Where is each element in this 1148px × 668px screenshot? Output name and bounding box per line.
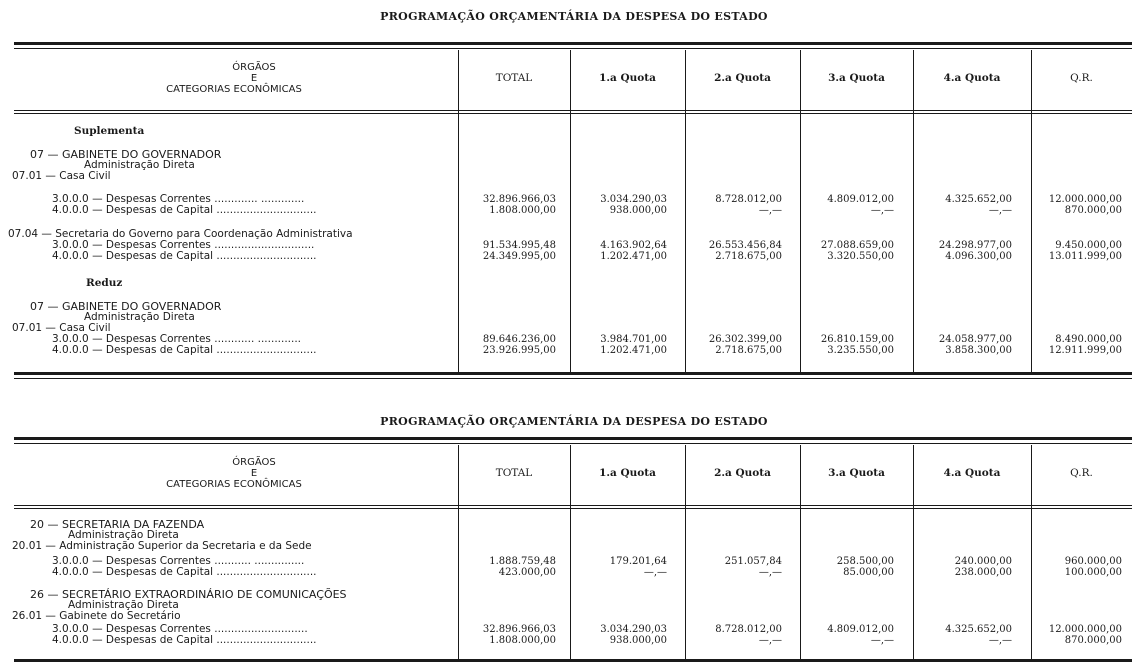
cell-qr: 12.911.999,00	[1048, 345, 1122, 356]
cell-quota-3: 3.235.550,00	[827, 345, 894, 356]
table-top-rule-thin	[14, 443, 1132, 444]
cell-total: 1.888.759,48	[489, 556, 556, 567]
cell-quota-3: 85.000,00	[843, 567, 894, 578]
cell-quota-1: 1.202.471,00	[600, 345, 667, 356]
header-bottom-rule-2	[14, 508, 1132, 509]
cell-qr: 870.000,00	[1064, 205, 1122, 216]
expense-line: 3.0.0.0 — Despesas Correntes ............. .............	[52, 193, 305, 205]
table-top-rule-thin	[14, 48, 1132, 49]
cell-quota-3: 26.810.159,00	[820, 334, 894, 345]
header-orgaos	[14, 457, 454, 490]
cell-quota-2: 251.057,84	[724, 556, 782, 567]
cell-quota-2: 26.553.456,84	[708, 240, 782, 251]
cell-qr: 960.000,00	[1064, 556, 1122, 567]
cell-quota-3: —,—	[870, 205, 894, 216]
cell-quota-4: 4.096.300,00	[945, 251, 1012, 262]
budget-table-2	[14, 437, 1132, 667]
cell-quota-1: 179.201,64	[609, 556, 667, 567]
section-suplementa: Suplementa	[74, 125, 145, 137]
org-subtitle: Administração Direta	[84, 159, 195, 171]
cell-quota-4: —,—	[988, 635, 1012, 646]
header-qr: Q.R.	[1070, 467, 1093, 479]
expense-line: 4.0.0.0 — Despesas de Capital ..............................	[52, 566, 317, 578]
cell-quota-4: 4.325.652,00	[945, 194, 1012, 205]
expense-line: 3.0.0.0 — Despesas Correntes ..............................	[52, 239, 315, 251]
col-divider	[913, 50, 914, 372]
cell-quota-2: —,—	[758, 635, 782, 646]
cell-total: 1.808.000,00	[489, 635, 556, 646]
section-reduz: Reduz	[86, 277, 123, 289]
col-divider	[458, 50, 459, 372]
cell-quota-2: 8.728.012,00	[715, 624, 782, 635]
org-subtitle: Administração Direta	[84, 311, 195, 323]
cell-total: 423.000,00	[498, 567, 556, 578]
cell-quota-1: 938.000,00	[609, 635, 667, 646]
header-quota-4: 4.a Quota	[943, 72, 1001, 84]
table-bottom-rule	[14, 659, 1132, 662]
header-quota-2: 2.a Quota	[714, 72, 771, 84]
page-title: PROGRAMAÇÃO ORÇAMENTÁRIA DA DESPESA DO ESTADO	[380, 10, 768, 23]
unit-name: 07.04 — Secretaria do Governo para Coordenação Administrativa	[8, 228, 353, 240]
budget-table-1	[8, 42, 1132, 382]
cell-total: 23.926.995,00	[482, 345, 556, 356]
cell-quota-1: 938.000,00	[609, 205, 667, 216]
org-subtitle: Administração Direta	[68, 529, 179, 541]
cell-quota-1: —,—	[643, 567, 667, 578]
expense-line: 3.0.0.0 — Despesas Correntes ........... ...............	[52, 555, 305, 567]
cell-quota-1: 3.984.701,00	[600, 334, 667, 345]
col-divider	[1031, 50, 1032, 372]
page-title-2: PROGRAMAÇÃO ORÇAMENTÁRIA DA DESPESA DO ESTADO	[380, 415, 768, 428]
header-quota-1: 1.a Quota	[599, 467, 656, 479]
cell-quota-3: 3.320.550,00	[827, 251, 894, 262]
cell-qr: 12.000.000,00	[1048, 624, 1122, 635]
cell-qr: 13.011.999,00	[1048, 251, 1122, 262]
cell-quota-2: —,—	[758, 567, 782, 578]
expense-line: 3.0.0.0 — Despesas Correntes ............ .............	[52, 333, 302, 345]
col-divider	[570, 50, 571, 372]
header-bottom-rule	[14, 110, 1132, 111]
cell-qr: 8.490.000,00	[1055, 334, 1122, 345]
cell-quota-2: 2.718.675,00	[715, 345, 782, 356]
cell-total: 32.896.966,03	[482, 194, 556, 205]
cell-quota-4: 238.000,00	[954, 567, 1012, 578]
header-orgaos	[14, 62, 454, 95]
cell-quota-1: 4.163.902,64	[600, 240, 667, 251]
header-quota-2: 2.a Quota	[714, 467, 771, 479]
header-quota-3: 3.a Quota	[828, 72, 885, 84]
header-total: TOTAL	[495, 72, 533, 84]
cell-quota-1: 3.034.290,03	[600, 194, 667, 205]
header-total: TOTAL	[495, 467, 533, 479]
cell-qr: 870.000,00	[1064, 635, 1122, 646]
org-name: 07 — GABINETE DO GOVERNADOR	[30, 148, 222, 161]
header-quota-4: 4.a Quota	[943, 467, 1001, 479]
expense-line: 4.0.0.0 — Despesas de Capital ..............................	[52, 250, 317, 262]
cell-quota-2: 8.728.012,00	[715, 194, 782, 205]
cell-quota-2: 2.718.675,00	[715, 251, 782, 262]
table-top-rule	[14, 42, 1132, 45]
cell-quota-3: 4.809.012,00	[827, 194, 894, 205]
cell-total: 89.646.236,00	[482, 334, 556, 345]
table-top-rule	[14, 437, 1132, 440]
org-name: 07 — GABINETE DO GOVERNADOR	[30, 300, 222, 313]
cell-quota-4: —,—	[988, 205, 1012, 216]
header-orgaos-line2: E	[250, 468, 258, 479]
header-bottom-rule-2	[14, 113, 1132, 114]
expense-line: 4.0.0.0 — Despesas de Capital ..............................	[52, 344, 317, 356]
unit-name: 26.01 — Gabinete do Secretário	[12, 610, 181, 622]
cell-quota-2: 26.302.399,00	[708, 334, 782, 345]
expense-line: 4.0.0.0 — Despesas de Capital ..............................	[52, 204, 317, 216]
cell-quota-4: 3.858.300,00	[945, 345, 1012, 356]
unit-name: 07.01 — Casa Civil	[12, 170, 111, 182]
org-subtitle: Administração Direta	[68, 599, 179, 611]
cell-qr: 9.450.000,00	[1055, 240, 1122, 251]
cell-quota-3: 27.088.659,00	[820, 240, 894, 251]
col-divider	[685, 50, 686, 372]
cell-quota-4: 240.000,00	[954, 556, 1012, 567]
header-qr: Q.R.	[1070, 72, 1093, 84]
header-quota-3: 3.a Quota	[828, 467, 885, 479]
table-bottom-rule-thin	[14, 378, 1132, 379]
cell-qr: 12.000.000,00	[1048, 194, 1122, 205]
cell-quota-1: 3.034.290,03	[600, 624, 667, 635]
unit-name: 07.01 — Casa Civil	[12, 322, 111, 334]
org-name: 26 — SECRETÁRIO EXTRAORDINÁRIO DE COMUNICAÇÕES	[30, 588, 347, 601]
header-orgaos-line1: ÓRGÃOS	[232, 62, 276, 73]
cell-quota-2: —,—	[758, 205, 782, 216]
cell-total: 24.349.995,00	[482, 251, 556, 262]
cell-quota-3: 4.809.012,00	[827, 624, 894, 635]
cell-total: 32.896.966,03	[482, 624, 556, 635]
header-quota-1: 1.a Quota	[599, 72, 656, 84]
cell-quota-1: 1.202.471,00	[600, 251, 667, 262]
cell-total: 91.534.995,48	[482, 240, 556, 251]
cell-total: 1.808.000,00	[489, 205, 556, 216]
table-bottom-rule	[14, 372, 1132, 375]
cell-quota-4: 24.298.977,00	[938, 240, 1012, 251]
cell-quota-3: 258.500,00	[836, 556, 894, 567]
org-name: 20 — SECRETARIA DA FAZENDA	[30, 518, 205, 531]
expense-line: 3.0.0.0 — Despesas Correntes ............................	[52, 623, 308, 635]
header-orgaos-line3: CATEGORIAS ECONÔMICAS	[166, 84, 302, 95]
cell-qr: 100.000,00	[1064, 567, 1122, 578]
expense-line: 4.0.0.0 — Despesas de Capital ..............................	[52, 634, 317, 646]
header-orgaos-line1: ÓRGÃOS	[232, 457, 276, 468]
cell-quota-4: 24.058.977,00	[938, 334, 1012, 345]
header-orgaos-line2: E	[250, 73, 258, 84]
unit-name: 20.01 — Administração Superior da Secretaria e da Sede	[12, 540, 312, 552]
cell-quota-3: —,—	[870, 635, 894, 646]
header-orgaos-line3: CATEGORIAS ECONÔMICAS	[166, 479, 302, 490]
col-divider	[800, 50, 801, 372]
cell-quota-4: 4.325.652,00	[945, 624, 1012, 635]
header-bottom-rule	[14, 505, 1132, 506]
